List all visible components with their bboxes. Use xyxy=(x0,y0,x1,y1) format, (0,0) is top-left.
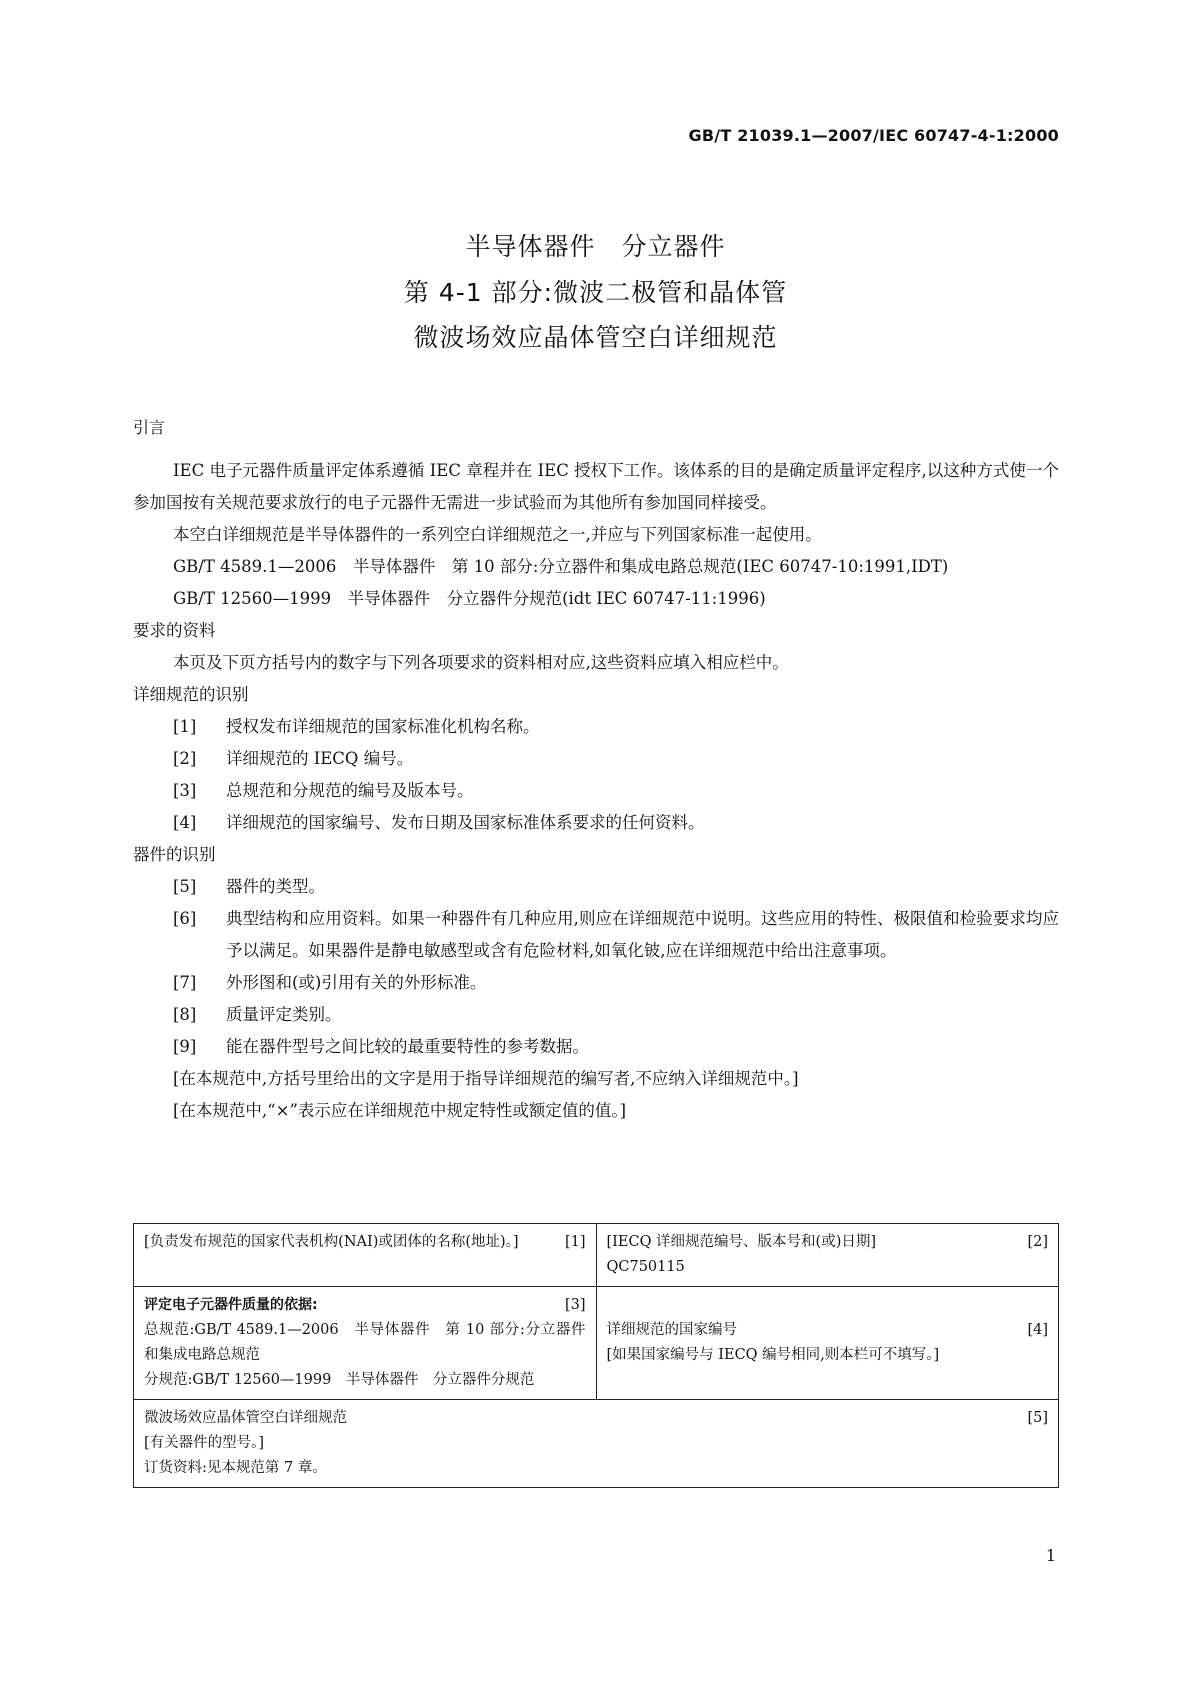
ordering-info-text: 订货资料:见本规范第 7 章。 xyxy=(144,1460,327,1476)
item-number: [9] xyxy=(173,1037,197,1056)
nai-cell xyxy=(134,1224,597,1287)
item-text: 外形图和(或)引用有关的外形标准。 xyxy=(226,973,487,992)
nai-tag: [1] xyxy=(564,1234,586,1250)
item-number: [7] xyxy=(173,973,197,992)
document-body xyxy=(133,455,1059,1127)
required-info-heading: 要求的资料 xyxy=(133,621,216,640)
basis-cell xyxy=(134,1287,597,1400)
table-row xyxy=(134,1400,1059,1488)
spec-id-heading: 详细规范的识别 xyxy=(133,685,249,704)
national-number-cell xyxy=(596,1287,1059,1400)
standard-code: GB/T 21039.1—2007/IEC 60747-4-1:2000 xyxy=(688,126,1059,145)
list-item xyxy=(133,775,1059,807)
basis-heading: 评定电子元器件质量的依据: xyxy=(144,1297,318,1313)
device-id-heading: 器件的识别 xyxy=(133,845,216,864)
iecq-tag: [2] xyxy=(1027,1234,1048,1250)
item-number: [3] xyxy=(173,781,197,800)
list-item xyxy=(133,711,1059,743)
title-line-2: 第 4-1 部分:微波二极管和晶体管 xyxy=(403,278,788,307)
item-number: [5] xyxy=(173,877,197,896)
intro-paragraph-1: IEC 电子元器件质量评定体系遵循 IEC 章程并在 IEC 授权下工作。该体系的目的是确定质量评定程序,以这种方式使一个参加国按有关规范要求放行的电子元器件无需进一步试验而为其他所有参加国同样接受。 xyxy=(133,461,1059,512)
basis-tag: [3] xyxy=(564,1297,586,1313)
national-number-text: 详细规范的国家编号 xyxy=(606,1322,737,1338)
nai-text: [负责发布规范的国家代表机构(NAI)或团体的名称(地址)。] xyxy=(144,1234,519,1250)
device-model-text: [有关器件的型号。] xyxy=(144,1435,265,1451)
table-row xyxy=(134,1224,1059,1287)
list-item xyxy=(133,743,1059,775)
note-cross: [在本规范中,“×”表示应在详细规范中规定特性或额定值的值。] xyxy=(173,1101,627,1120)
note-brackets: [在本规范中,方括号里给出的文字是用于指导详细规范的编写者,不应纳入详细规范中。] xyxy=(173,1069,799,1088)
intro-paragraph-2: 本空白详细规范是半导体器件的一系列空白详细规范之一,并应与下列国家标准一起使用。 xyxy=(173,525,822,544)
device-type-cell xyxy=(134,1400,1059,1488)
national-number-tag: [4] xyxy=(1027,1322,1048,1338)
item-text: 器件的类型。 xyxy=(226,877,325,896)
iecq-text: [IECQ 详细规范编号、版本号和(或)日期] xyxy=(606,1234,877,1250)
item-number: [8] xyxy=(173,1005,197,1024)
item-text: 详细规范的 IECQ 编号。 xyxy=(226,749,414,768)
title-line-1: 半导体器件 分立器件 xyxy=(465,232,726,261)
item-text: 质量评定类别。 xyxy=(226,1005,342,1024)
item-number: [1] xyxy=(173,717,197,736)
table-row xyxy=(134,1287,1059,1400)
iecq-cell xyxy=(596,1224,1059,1287)
list-item xyxy=(133,999,1059,1031)
title-line-3: 微波场效应晶体管空白详细规范 xyxy=(413,323,778,352)
item-text: 详细规范的国家编号、发布日期及国家标准体系要求的任何资料。 xyxy=(226,813,705,832)
reference-sectional-spec: GB/T 12560—1999 半导体器件 分立器件分规范(idt IEC 60747-11:1996) xyxy=(173,589,766,608)
intro-heading: 引言 xyxy=(133,418,166,437)
item-text: 授权发布详细规范的国家标准化机构名称。 xyxy=(226,717,540,736)
iecq-value: QC750115 xyxy=(606,1259,685,1275)
item-text: 典型结构和应用资料。如果一种器件有几种应用,则应在详细规范中说明。这些应用的特性、极限值和检验要求均应予以满足。如果器件是静电敏感型或含有危险材料,如氧化铍,应在详细规范中给出注意事项。 xyxy=(226,909,1059,960)
list-item xyxy=(133,903,1059,967)
list-item xyxy=(133,967,1059,999)
required-info-description: 本页及下页方括号内的数字与下列各项要求的资料相对应,这些资料应填入相应栏中。 xyxy=(173,653,789,672)
reference-general-spec: GB/T 4589.1—2006 半导体器件 第 10 部分:分立器件和集成电路总规范(IEC 60747-10:1991,IDT) xyxy=(173,557,949,576)
device-type-tag: [5] xyxy=(1027,1410,1048,1426)
item-number: [6] xyxy=(173,909,197,928)
device-type-text: 微波场效应晶体管空白详细规范 xyxy=(144,1410,347,1426)
item-text: 能在器件型号之间比较的最重要特性的参考数据。 xyxy=(226,1037,589,1056)
national-number-note: [如果国家编号与 IECQ 编号相同,则本栏可不填写。] xyxy=(606,1347,940,1363)
item-text: 总规范和分规范的编号及版本号。 xyxy=(226,781,474,800)
page-number: 1 xyxy=(1045,1546,1056,1565)
item-number: [4] xyxy=(173,813,197,832)
sectional-spec-text: 分规范:GB/T 12560—1999 半导体器件 分立器件分规范 xyxy=(144,1372,535,1388)
spec-table xyxy=(133,1223,1059,1488)
list-item xyxy=(133,1031,1059,1063)
general-spec-text: 总规范:GB/T 4589.1—2006 半导体器件 第 10 部分:分立器件和集成电路总规范 xyxy=(144,1322,586,1363)
item-number: [2] xyxy=(173,749,197,768)
list-item xyxy=(133,807,1059,839)
list-item xyxy=(133,871,1059,903)
